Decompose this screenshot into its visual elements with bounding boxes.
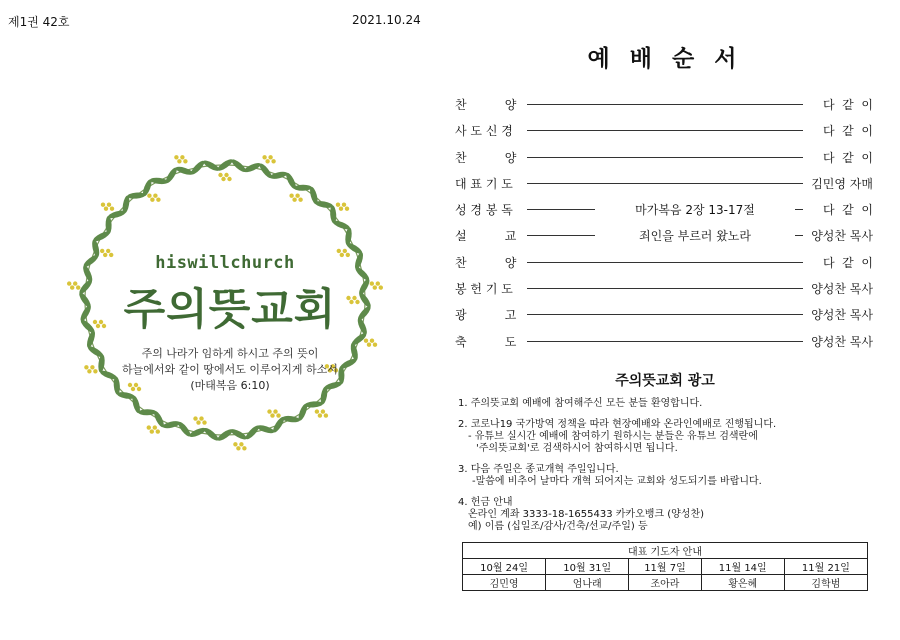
order-row bbox=[455, 276, 875, 302]
leader-line bbox=[527, 314, 803, 315]
announcement-4-text: 4. 헌금 안내 bbox=[458, 497, 513, 508]
wreath-flower bbox=[196, 420, 200, 424]
wreath-flower bbox=[239, 442, 243, 446]
prayer-schedule-table bbox=[462, 542, 868, 591]
wreath-flower bbox=[224, 173, 228, 177]
prayer-names-row bbox=[463, 575, 868, 591]
wreath-leaf bbox=[127, 192, 145, 199]
announcement-3 bbox=[458, 464, 878, 488]
wreath-flower bbox=[150, 198, 154, 202]
wreath-flower bbox=[345, 207, 349, 211]
wreath-flower bbox=[156, 429, 160, 433]
wreath-flower bbox=[153, 425, 157, 429]
order-item-leader: 다 같 이 bbox=[822, 203, 873, 218]
wreath-flower bbox=[370, 281, 374, 285]
wreath-flower bbox=[324, 413, 328, 417]
wreath-flower bbox=[87, 369, 91, 373]
wreath-flower bbox=[107, 203, 111, 207]
wreath-flower bbox=[106, 249, 110, 253]
prayer-schedule-title: 대표 기도자 안내 bbox=[463, 543, 868, 559]
order-item-leader: 양성찬 목사 bbox=[811, 308, 873, 323]
wreath-flower bbox=[100, 249, 104, 253]
wreath-flower bbox=[315, 409, 319, 413]
order-row bbox=[455, 250, 875, 276]
order-item-leader: 양성찬 목사 bbox=[811, 282, 873, 297]
order-item-leader: 다 같 이 bbox=[822, 124, 873, 139]
wreath-flower bbox=[339, 207, 343, 211]
leader-line bbox=[527, 183, 803, 184]
wreath-flower bbox=[268, 155, 272, 159]
wreath-flower bbox=[193, 416, 197, 420]
wreath-flower bbox=[227, 177, 231, 181]
order-item-detail: 마가복음 2장 13-17절 bbox=[595, 201, 795, 218]
announcement-2 bbox=[458, 419, 878, 455]
wreath-leaf bbox=[188, 426, 207, 439]
wreath-flower bbox=[270, 413, 274, 417]
leader-line bbox=[527, 288, 803, 289]
wreath-leaf bbox=[294, 185, 312, 191]
wreath-flower bbox=[110, 207, 114, 211]
wreath-flower bbox=[103, 253, 107, 257]
order-item-name: 봉 헌 기 도 bbox=[455, 282, 513, 297]
wreath-flower bbox=[271, 159, 275, 163]
leader-line bbox=[527, 341, 803, 342]
order-row bbox=[455, 171, 875, 197]
wreath-flower bbox=[90, 365, 94, 369]
announcement-3-text: 3. 다음 주일은 종교개혁 주일입니다. bbox=[458, 464, 619, 475]
wreath-flower bbox=[156, 198, 160, 202]
announcement-2-sub2: '주의뜻교회'로 검색하시어 참여하시면 됩니다. bbox=[476, 443, 678, 454]
order-row bbox=[455, 302, 875, 328]
wreath-flower bbox=[147, 194, 151, 198]
wreath-flower bbox=[267, 409, 271, 413]
verse-line-1: 주의 나라가 임하게 하시고 주의 뜻이 bbox=[141, 347, 319, 360]
order-item-leader: 다 같 이 bbox=[822, 98, 873, 112]
prayer-name: 김민영 bbox=[463, 575, 546, 591]
wreath-flower bbox=[340, 253, 344, 257]
wreath-flower bbox=[177, 159, 181, 163]
wreath-flower bbox=[367, 343, 371, 347]
order-item-name: 찬 양 bbox=[455, 150, 517, 165]
order-item-name: 축 도 bbox=[455, 334, 517, 349]
order-of-worship-list bbox=[455, 92, 875, 355]
announcement-2-sub1: - 유튜브 실시간 예배에 참여하기 원하시는 분들은 유튜브 검색란에 bbox=[468, 431, 758, 442]
verse-reference: (마태복음 6:10) bbox=[190, 379, 270, 392]
wreath-flower bbox=[73, 281, 77, 285]
prayer-date: 10월 31일 bbox=[546, 559, 629, 575]
wreath-flower bbox=[289, 194, 293, 198]
wreath-flower bbox=[183, 159, 187, 163]
order-item-name: 대 표 기 도 bbox=[455, 176, 513, 191]
order-item-leader: 다 같 이 bbox=[822, 150, 873, 165]
wreath-flower bbox=[370, 339, 374, 343]
order-of-worship-title: 예 배 순 서 bbox=[587, 46, 743, 72]
announcements-list bbox=[458, 398, 878, 542]
wreath-flower bbox=[262, 155, 266, 159]
order-item-leader: 양성찬 목사 bbox=[811, 229, 873, 244]
leader-line bbox=[527, 157, 803, 158]
order-row bbox=[455, 92, 875, 118]
church-english-name: hiswillchurch bbox=[155, 253, 295, 273]
wreath-leaf bbox=[243, 161, 262, 174]
prayer-date: 11월 7일 bbox=[629, 559, 701, 575]
volume-issue: 제1권 42호 bbox=[8, 15, 70, 29]
prayer-dates-row bbox=[463, 559, 868, 575]
order-item-leader: 양성찬 목사 bbox=[811, 334, 873, 349]
order-item-leader: 김민영 자매 bbox=[811, 176, 873, 191]
announcement-1-text: 1. 주의뜻교회 예배에 참여해주신 모든 분들 환영합니다. bbox=[458, 398, 703, 409]
wreath-leaf bbox=[305, 401, 323, 408]
prayer-date: 10월 24일 bbox=[463, 559, 546, 575]
order-row bbox=[455, 329, 875, 355]
wreath-flower bbox=[150, 429, 154, 433]
wreath-flower bbox=[70, 285, 74, 289]
announcement-2-text: 2. 코로나19 국가방역 정책을 따라 현장예배와 온라인예배로 진행됩니다. bbox=[458, 419, 777, 430]
wreath-flower bbox=[364, 339, 368, 343]
prayer-date: 11월 21일 bbox=[784, 559, 867, 575]
wreath-leaf bbox=[138, 409, 156, 415]
wreath-flower bbox=[336, 203, 340, 207]
wreath-flower bbox=[153, 194, 157, 198]
wreath-flower bbox=[373, 285, 377, 289]
wreath-leaf bbox=[105, 216, 111, 234]
verse-line-2: 하늘에서와 같이 땅에서도 이루어지게 하소서 bbox=[122, 363, 338, 376]
wreath-flower bbox=[147, 425, 151, 429]
wreath-flower bbox=[242, 446, 246, 450]
announcement-4 bbox=[458, 497, 878, 533]
wreath-flower bbox=[373, 343, 377, 347]
wreath-flower bbox=[276, 413, 280, 417]
wreath-flower bbox=[295, 194, 299, 198]
wreath-flower bbox=[236, 446, 240, 450]
wreath-flower bbox=[343, 249, 347, 253]
wreath-flower bbox=[342, 203, 346, 207]
order-row bbox=[455, 223, 875, 249]
order-item-detail: 죄인을 부르러 왔노라 bbox=[595, 227, 795, 244]
announcement-3-sub1: -말씀에 비추어 날마다 개혁 되어지는 교회와 성도되기를 바랍니다. bbox=[472, 476, 762, 487]
wreath-flower bbox=[109, 253, 113, 257]
wreath-leaf bbox=[175, 165, 194, 176]
wreath-flower bbox=[273, 409, 277, 413]
wreath-flower bbox=[101, 203, 105, 207]
wreath-flower bbox=[180, 155, 184, 159]
order-item-name: 찬 양 bbox=[455, 255, 517, 270]
order-item-name: 찬 양 bbox=[455, 98, 517, 112]
announcement-4-sub1: 온라인 계좌 3333-18-1655433 카카오뱅크 (양성찬) bbox=[468, 509, 705, 520]
wreath-flower bbox=[104, 207, 108, 211]
wreath-flower bbox=[298, 198, 302, 202]
wreath-leaf bbox=[81, 264, 94, 283]
wreath-flower bbox=[202, 420, 206, 424]
announcements-title: 주의뜻교회 광고 bbox=[615, 373, 715, 389]
prayer-date: 11월 14일 bbox=[701, 559, 784, 575]
wreath-flower bbox=[218, 173, 222, 177]
order-item-name: 성 경 봉 독 bbox=[455, 203, 513, 218]
wreath-flower bbox=[265, 159, 269, 163]
wreath-leaf bbox=[256, 424, 275, 435]
prayer-name: 김학범 bbox=[784, 575, 867, 591]
wreath-flower bbox=[376, 281, 380, 285]
wreath-flower bbox=[174, 155, 178, 159]
wreath-flower bbox=[233, 442, 237, 446]
wreath-flower bbox=[379, 285, 383, 289]
wreath-flower bbox=[199, 416, 203, 420]
leader-line bbox=[527, 104, 803, 105]
leader-line bbox=[527, 130, 803, 131]
wreath-leaf bbox=[353, 251, 364, 270]
prayer-name: 조아라 bbox=[629, 575, 701, 591]
wreath-flower bbox=[321, 409, 325, 413]
prayer-name: 엄나래 bbox=[546, 575, 629, 591]
church-korean-name: 주의뜻교회 bbox=[123, 285, 337, 335]
wreath-flower bbox=[346, 253, 350, 257]
prayer-name: 황은혜 bbox=[701, 575, 784, 591]
wreath-flower bbox=[292, 198, 296, 202]
order-row bbox=[455, 118, 875, 144]
wreath-flower bbox=[221, 177, 225, 181]
wreath-flower bbox=[67, 281, 71, 285]
wreath-flower bbox=[84, 365, 88, 369]
order-item-name: 사 도 신 경 bbox=[455, 124, 513, 139]
wreath-flower bbox=[318, 413, 322, 417]
order-item-leader: 다 같 이 bbox=[822, 255, 873, 270]
announcement-4-sub2: 예) 이름 (십일조/감사/건축/선교/주일) 등 bbox=[468, 521, 648, 532]
leader-line bbox=[527, 262, 803, 263]
announcement-1 bbox=[458, 398, 878, 410]
wreath-flower bbox=[76, 285, 80, 289]
order-item-name: 광 고 bbox=[455, 308, 517, 323]
issue-date: 2021.10.24 bbox=[352, 13, 421, 27]
wreath-flower bbox=[337, 249, 341, 253]
order-item-name: 설 교 bbox=[455, 229, 517, 244]
order-row bbox=[455, 197, 875, 223]
order-row bbox=[455, 145, 875, 171]
